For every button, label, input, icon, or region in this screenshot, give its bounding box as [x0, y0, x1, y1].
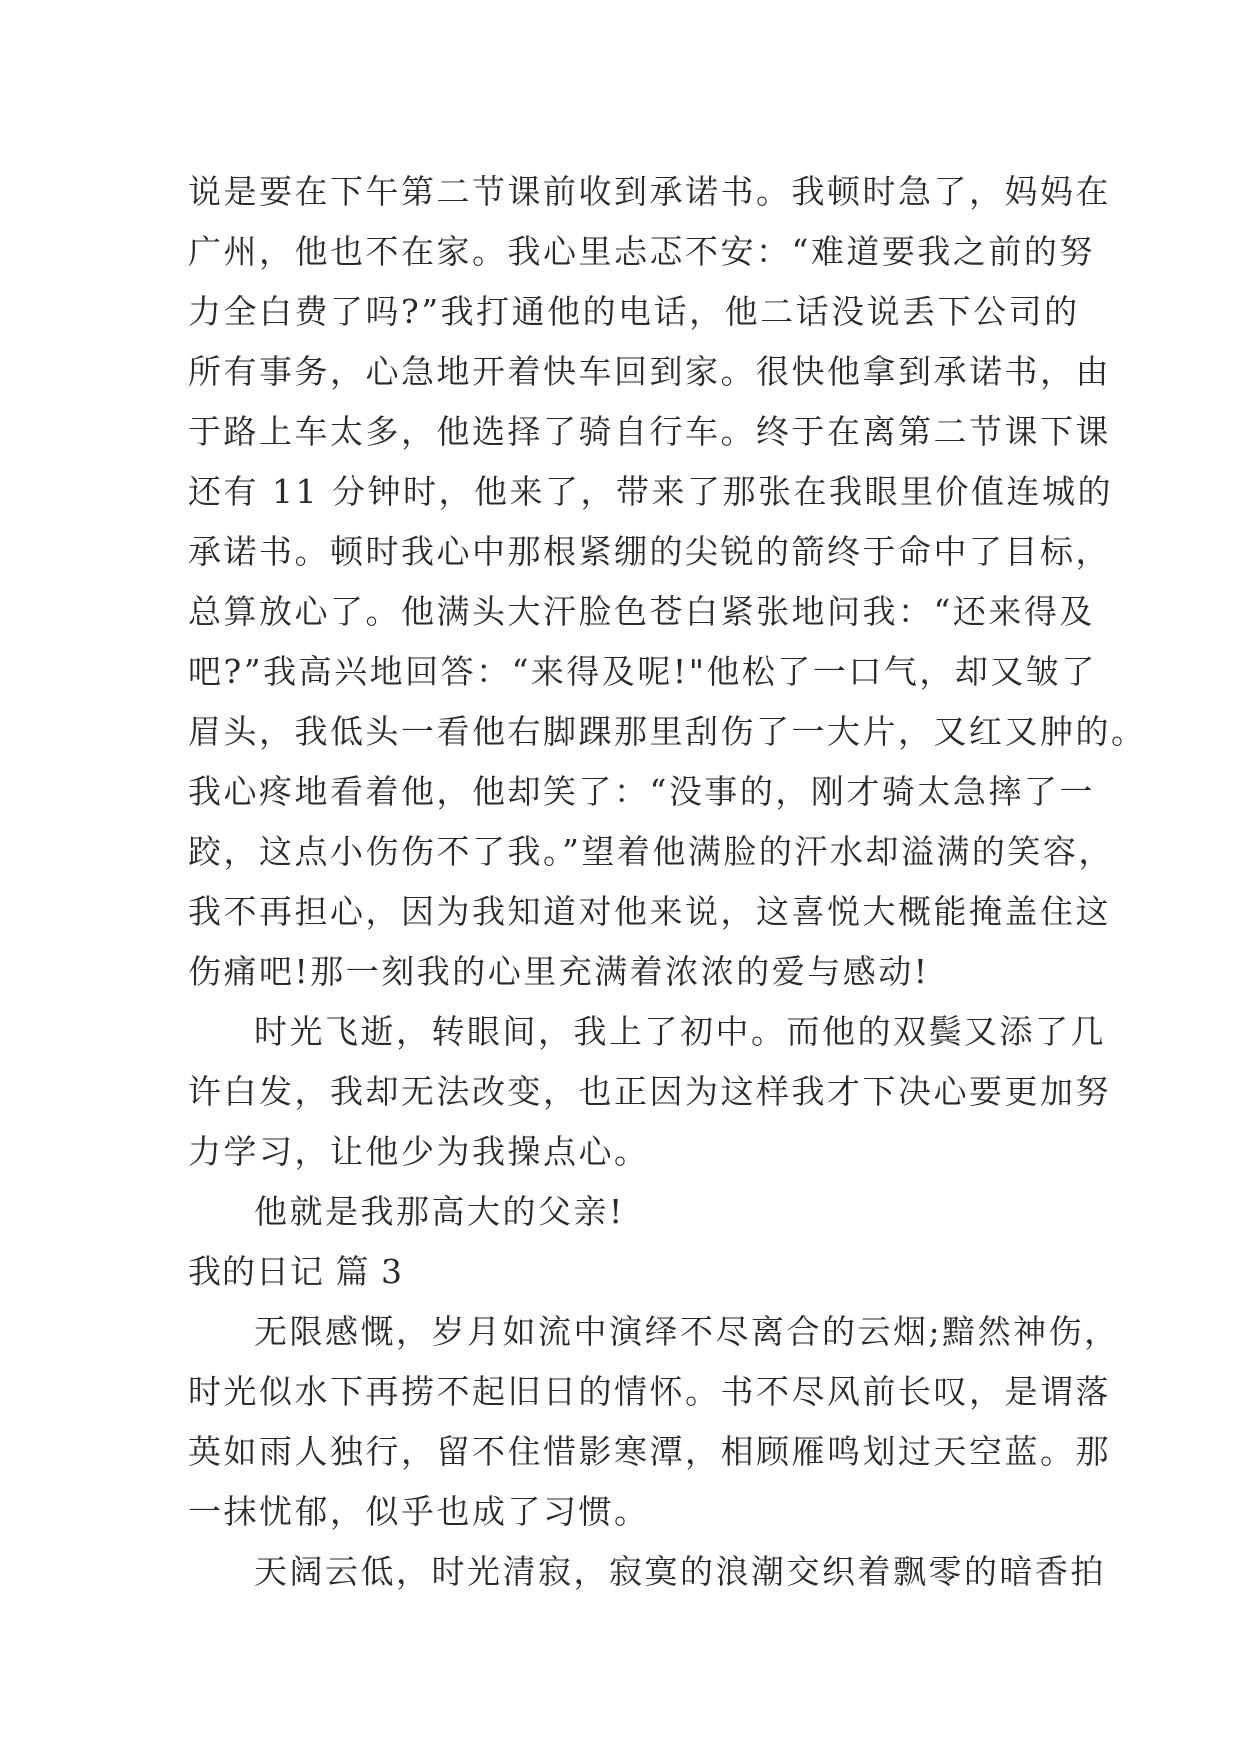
text-line: 还有 11 分钟时，他来了，带来了那张在我眼里价值连城的 [188, 472, 1113, 511]
paragraph-start-line: 时光飞逝，转眼间，我上了初中。而他的双鬓又添了几 [254, 1012, 1106, 1051]
text-line: 英如雨人独行，留不住惜影寒潭，相顾雁鸣划过天空蓝。那 [188, 1432, 1111, 1471]
text-line: 我不再担心，因为我知道对他来说，这喜悦大概能掩盖住这 [188, 892, 1111, 931]
text-line: 说是要在下午第二节课前收到承诺书。我顿时急了，妈妈在 [188, 172, 1111, 211]
section-heading: 我的日记 篇 3 [188, 1252, 403, 1291]
text-line: 时光似水下再捞不起旧日的情怀。书不尽风前长叹，是谓落 [188, 1372, 1111, 1411]
paragraph-start-line: 他就是我那高大的父亲! [254, 1192, 625, 1231]
text-line: 承诺书。顿时我心中那根紧绷的尖锐的箭终于命中了目标， [188, 532, 1111, 571]
text-line: 吧?”我高兴地回答：“来得及呢!"他松了一口气，却又皱了 [188, 652, 1097, 691]
text-line: 跤，这点小伤伤不了我。”望着他满脸的汗水却溢满的笑容， [188, 832, 1114, 871]
text-line: 总算放心了。他满头大汗脸色苍白紧张地问我：“还来得及 [188, 592, 1095, 631]
text-line: 我心疼地看着他，他却笑了：“没事的，刚才骑太急摔了一 [188, 772, 1095, 811]
text-line: 许白发，我却无法改变，也正因为这样我才下决心要更加努 [188, 1072, 1111, 1111]
text-line: 伤痛吧!那一刻我的心里充满着浓浓的爱与感动! [188, 952, 930, 991]
text-line: 力学习，让他少为我操点心。 [188, 1132, 650, 1171]
text-line: 眉头，我低头一看他右脚踝那里刮伤了一大片，又红又肿的。 [188, 712, 1147, 751]
text-line: 于路上车太多，他选择了骑自行车。终于在离第二节课下课 [188, 412, 1111, 451]
text-line: 广州，他也不在家。我心里忐忑不安：“难道要我之前的努 [188, 232, 1095, 271]
document-body [188, 162, 1147, 1602]
paragraph-start-line: 无限感慨，岁月如流中演绎不尽离合的云烟;黯然神伤， [254, 1312, 1120, 1351]
paragraph-start-line: 天阔云低，时光清寂，寂寞的浪潮交织着飘零的暗香拍 [254, 1552, 1106, 1591]
text-line: 一抹忧郁，似乎也成了习惯。 [188, 1492, 650, 1531]
text-line: 力全白费了吗?”我打通他的电话，他二话没说丢下公司的 [188, 292, 1080, 331]
text-line: 所有事务，心急地开着快车回到家。很快他拿到承诺书，由 [188, 352, 1111, 391]
